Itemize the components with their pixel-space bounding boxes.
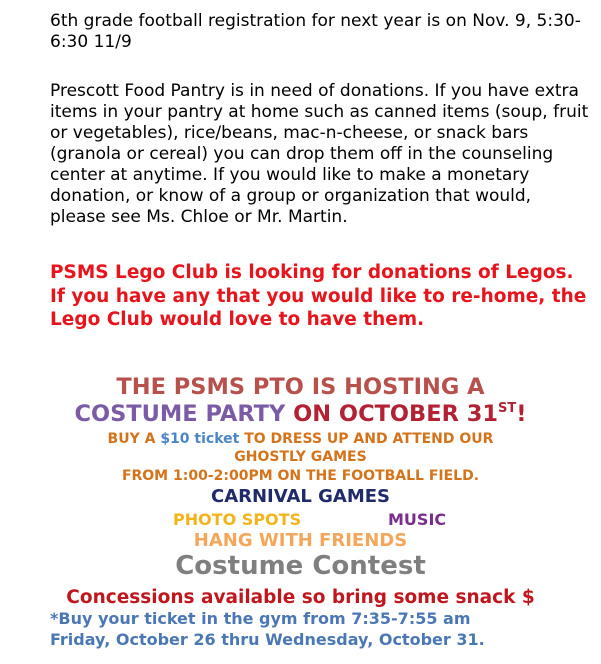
october-date-text: ON OCTOBER 31 [285, 401, 499, 427]
costume-contest-text: Costume Contest [175, 551, 426, 581]
lego-club-text: PSMS Lego Club is looking for donations of Legos. If you have any that you would like to re-home, the Lego Club would love to have them. [50, 262, 587, 330]
music-text: MUSIC [388, 510, 447, 529]
exclamation: ! [516, 401, 527, 427]
photo-spots-text: PHOTO SPOTS [173, 510, 302, 529]
concessions-text: Concessions available so bring some snack $ [66, 587, 535, 608]
food-pantry-text: Prescott Food Pantry is in need of donations. If you have extra items in your pantry at home such as canned items (soup, fruit or vegetables), rice/beans, mac-n-cheese, or snack bars (granola or cereal) you can drop them off in the counseling center at anytime. If you would like to make a monetary donation, or know of a group or organization that would, please see Ms. Chloe or Mr. Martin. [50, 81, 589, 227]
time-location-line: FROM 1:00-2:00PM ON THE FOOTBALL FIELD. [121, 468, 480, 484]
pto-heading-line2 [0, 401, 601, 427]
pto-heading-line1: THE PSMS PTO IS HOSTING A [116, 374, 485, 400]
ghostly-games-line: GHOSTLY GAMES [234, 449, 367, 465]
carnival-games-text: CARNIVAL GAMES [210, 486, 390, 507]
ticket-info-line1: *Buy your ticket in the gym from 7:35-7:55 am [50, 609, 471, 628]
date-suffix: ST [498, 401, 517, 416]
buy-suffix: TO DRESS UP AND ATTEND OUR [239, 431, 494, 447]
football-registration-text: 6th grade football registration for next year is on Nov. 9, 5:30-6:30 11/9 [50, 11, 581, 52]
costume-party-text: COSTUME PARTY [74, 401, 286, 427]
hang-with-friends-text: HANG WITH FRIENDS [193, 530, 408, 551]
ticket-info-line2: Friday, October 26 thru Wednesday, October 31. [50, 630, 485, 649]
buy-prefix: BUY A [107, 431, 161, 447]
ticket-price: $10 ticket [160, 431, 240, 447]
buy-ticket-line [0, 430, 601, 448]
